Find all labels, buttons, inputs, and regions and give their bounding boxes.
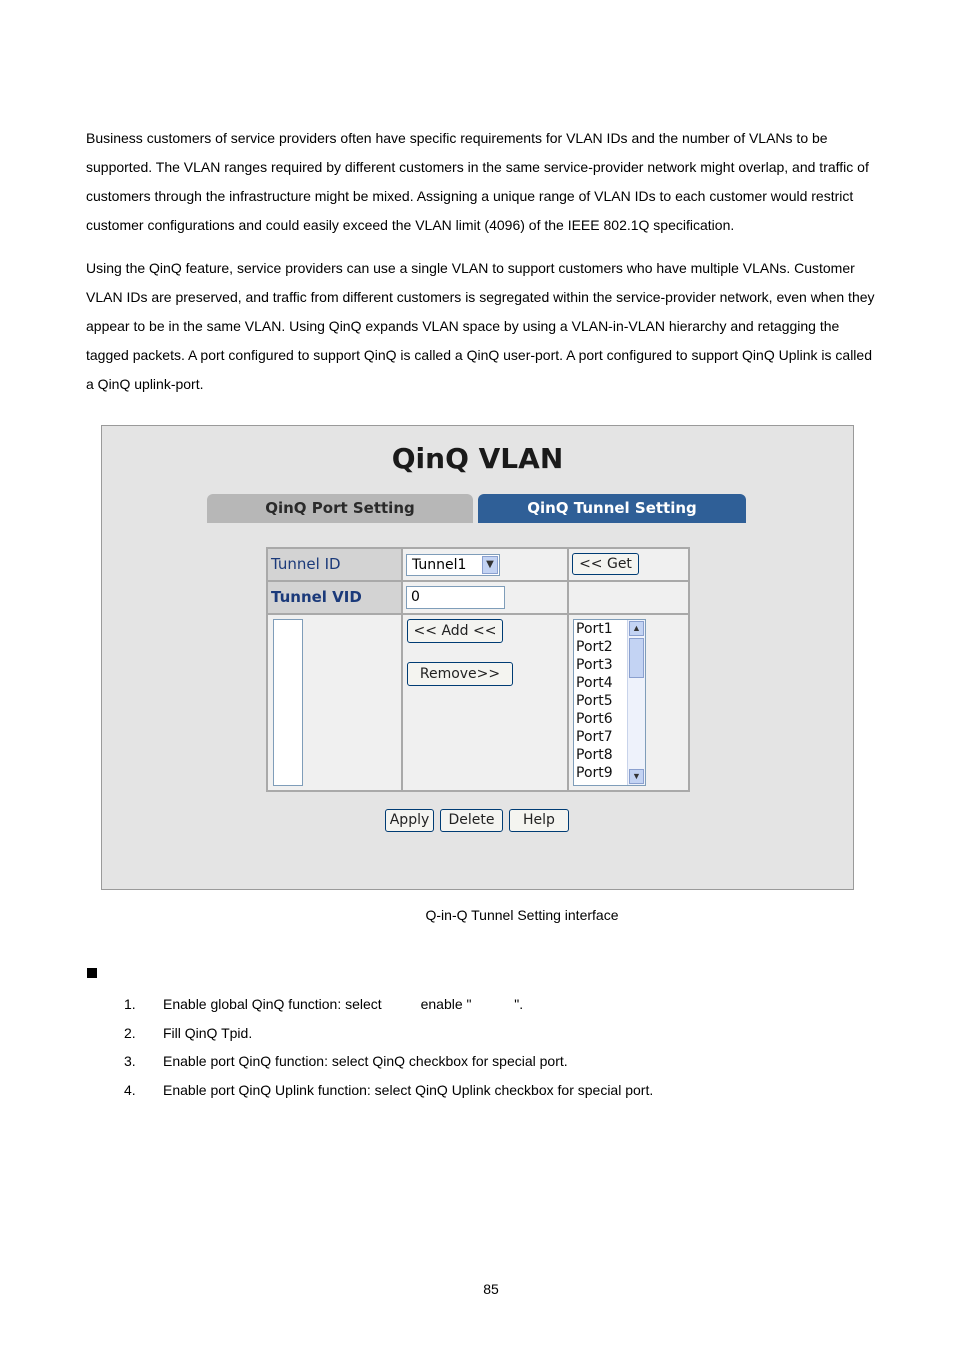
page-number: 85 — [483, 1281, 499, 1297]
list-item[interactable]: Port7 — [576, 729, 613, 745]
tunnel-member-listbox[interactable] — [273, 619, 303, 786]
tunnel-vid-input[interactable]: 0 — [406, 586, 505, 609]
get-cell — [569, 549, 688, 580]
scrollbar[interactable] — [627, 620, 645, 785]
tunnel-vid-label: Tunnel VID — [268, 582, 401, 613]
intro-paragraph: Business customers of service providers often have specific requirements for VLAN IDs and the number of VLANs to be supported. The VLAN ranges required by different customers in the same service-provider network might overlap, and traffic of customers through the infrastructure might be mixed. Assigning a unique range of VLAN IDs to each customer would restrict customer configurations and could easily exceed the VLAN limit (4096) of the IEEE 802.1Q specification. — [86, 130, 869, 233]
square-bullet-icon — [87, 968, 97, 978]
tunnel-id-cell — [403, 549, 567, 580]
apply-button[interactable]: Apply — [385, 809, 434, 832]
chevron-down-icon[interactable]: ▼ — [629, 769, 644, 784]
caption-text: Q-in-Q Tunnel Setting interface — [425, 907, 619, 923]
remove-button[interactable]: Remove>> — [407, 662, 513, 686]
list-item[interactable]: Port9 — [576, 765, 613, 781]
step-number: 3. — [124, 1053, 136, 1069]
list-item[interactable]: Port2 — [576, 639, 613, 655]
chevron-down-icon[interactable]: ▼ — [482, 556, 498, 574]
figure-caption — [0, 907, 954, 923]
list-item[interactable]: Port1 — [576, 621, 613, 637]
list-item[interactable]: Port6 — [576, 711, 613, 727]
chevron-up-icon[interactable]: ▲ — [629, 621, 644, 636]
step-text: Enable port QinQ Uplink function: select QinQ Uplink checkbox for special port. — [163, 1082, 654, 1098]
qinq-vlan-screenshot — [101, 425, 854, 890]
tunnel-id-select[interactable] — [406, 554, 500, 576]
tunnel-id-label: Tunnel ID — [268, 549, 401, 580]
action-cell — [403, 615, 567, 790]
tab-qinq-tunnel-setting[interactable]: QinQ Tunnel Setting — [478, 494, 746, 523]
tunnel-id-value: Tunnel1 — [412, 557, 467, 573]
tab-qinq-port-setting[interactable]: QinQ Port Setting — [207, 494, 473, 523]
step-number: 1. — [124, 996, 136, 1012]
list-item[interactable]: Port5 — [576, 693, 613, 709]
get-button[interactable]: << Get — [572, 553, 639, 575]
list-item[interactable]: Port3 — [576, 657, 613, 673]
list-item[interactable]: Port4 — [576, 675, 613, 691]
add-button[interactable]: << Add << — [407, 619, 503, 643]
empty-cell — [569, 582, 688, 613]
member-list-cell — [268, 615, 401, 790]
tunnel-vid-cell — [403, 582, 567, 613]
help-button[interactable]: Help — [509, 809, 569, 832]
qinq-paragraph: Using the QinQ feature, service providers can use a single VLAN to support customers who have multiple VLANs. Customer VLAN IDs are preserved, and traffic from different customers is segregated within the service-provider network, even when they appear to be in the same VLAN. Using QinQ expands VLAN space by using a VLAN-in-VLAN hierarchy and retagging the tagged packets. A port configured to support QinQ is called a QinQ user-port. A port configured to support QinQ Uplink is called a QinQ uplink-port. — [86, 260, 875, 392]
step-number: 2. — [124, 1025, 136, 1041]
list-item[interactable]: Port8 — [576, 747, 613, 763]
panel-title: QinQ VLAN — [391, 442, 564, 475]
step-text: Enable global QinQ function: select enable " ". — [163, 996, 524, 1012]
port-listbox[interactable] — [573, 619, 646, 786]
scroll-thumb[interactable] — [629, 638, 644, 678]
port-list-cell — [569, 615, 688, 790]
step-text: Enable port QinQ function: select QinQ checkbox for special port. — [163, 1053, 568, 1069]
delete-button[interactable]: Delete — [440, 809, 503, 832]
step-text: Fill QinQ Tpid. — [163, 1025, 253, 1041]
tunnel-form-table — [266, 547, 690, 792]
page-number-container — [0, 1281, 954, 1297]
step-number: 4. — [124, 1082, 136, 1098]
